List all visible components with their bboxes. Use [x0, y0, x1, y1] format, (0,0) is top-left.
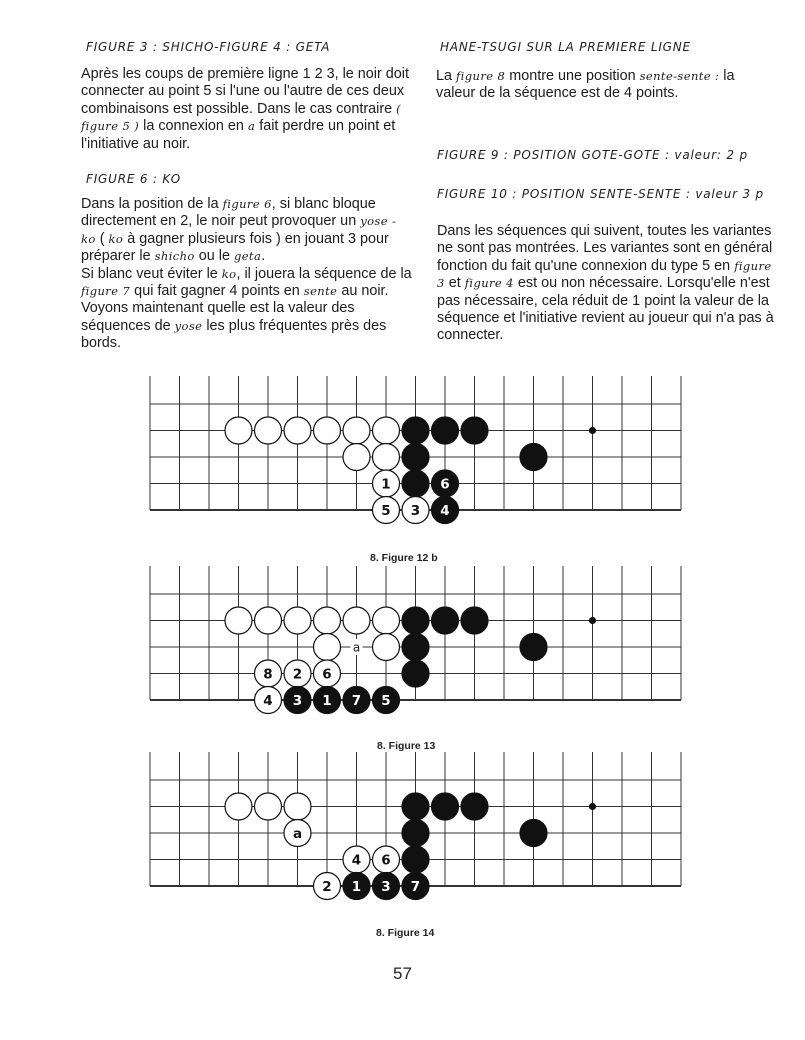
white-stone — [343, 444, 370, 471]
black-stone — [520, 444, 547, 471]
stone-move-number: 6 — [440, 476, 450, 493]
stone-move-number: 2 — [322, 879, 332, 895]
white-stone — [255, 417, 282, 444]
stone-move-number: 5 — [381, 503, 391, 519]
stone-move-number: 4 — [263, 693, 273, 709]
paragraph-variants: Dans les séquences qui suivent, toutes les variantes ne sont pas montrées. Les variantes sont en général fonction du fait qu'une connexion du type 5 en figure 3 et figure 4 est ou non nécessaire. Lorsqu'elle n'est pas nécessaire, cela réduit de 1 point la valeur de la séquence et l'initiative revient au joueur qui n'a pas à connecter. — [437, 223, 774, 344]
white-stone — [373, 417, 400, 444]
paragraph-ko: Dans la position de la figure 6, si blanc bloque directement en 2, le noir peut provoquer un yose - ko ( ko à gagner plusieurs fois ) en jouant 3 pour préparer le shicho ou le geta. Si blanc veut éviter le ko, il jouera la séquence de la figure 7 qui fait gagner 4 points en sente au noir. Voyons maintenant quelle est la valeur des séquences de yose les plus fréquentes près des bords. — [81, 196, 412, 352]
caption-figure-12b: 8. Figure 12 b — [370, 552, 438, 564]
black-stone — [520, 634, 547, 661]
stone-move-number: 4 — [351, 852, 362, 869]
stone-move-number: 6 — [381, 852, 391, 869]
black-stone — [402, 470, 429, 497]
stone-move-number: 1 — [322, 693, 332, 709]
white-stone — [373, 634, 400, 661]
stone-move-number: 1 — [381, 476, 391, 493]
black-stone — [402, 793, 429, 820]
star-point — [589, 803, 596, 810]
white-stone — [225, 793, 252, 820]
paragraph-figure-8: La figure 8 montre une position sente-sente : la valeur de la séquence est de 4 points. — [436, 68, 735, 102]
stone-move-number: 2 — [292, 666, 303, 683]
white-stone — [314, 607, 341, 634]
black-stone — [402, 660, 429, 687]
black-stone — [520, 820, 547, 847]
stone-move-number: 7 — [410, 879, 421, 895]
stone-move-number: 6 — [322, 666, 332, 683]
white-stone — [343, 607, 370, 634]
stone-move-number: 3 — [410, 503, 421, 519]
black-stone — [402, 634, 429, 661]
heading-figure-9: FIGURE 9 : POSITION GOTE-GOTE : valeur: 2 p — [437, 148, 748, 162]
black-stone — [432, 417, 459, 444]
white-stone — [225, 417, 252, 444]
page-number: 57 — [393, 964, 412, 983]
paragraph-shicho-geta: Après les coups de première ligne 1 2 3, le noir doit connecter au point 5 si l'une ou l'autre de ces deux combinaisons est possible. Dans le cas contraire ( figure 5 ) la connexion en a fait perdre un point et l'initiative au noir. — [81, 66, 409, 152]
star-point — [589, 617, 596, 624]
heading-figure-3-4: FIGURE 3 : SHICHO-FIGURE 4 : GETA — [86, 40, 331, 54]
point-label-a: a — [352, 640, 361, 655]
star-point — [589, 427, 596, 434]
white-stone — [284, 607, 311, 634]
black-stone — [461, 793, 488, 820]
white-stone — [343, 417, 370, 444]
white-stone — [284, 417, 311, 444]
white-stone — [225, 607, 252, 634]
white-stone — [255, 793, 282, 820]
caption-figure-13: 8. Figure 13 — [377, 740, 436, 752]
heading-figure-6: FIGURE 6 : KO — [86, 172, 181, 186]
stone-move-number: 3 — [381, 879, 391, 895]
white-stone — [314, 417, 341, 444]
white-stone — [373, 444, 400, 471]
white-stone — [373, 607, 400, 634]
black-stone — [461, 607, 488, 634]
heading-hane-tsugi: HANE-TSUGI SUR LA PREMIERE LIGNE — [440, 40, 691, 54]
black-stone — [461, 417, 488, 444]
stone-move-number: 7 — [351, 693, 362, 709]
black-stone — [432, 607, 459, 634]
stone-move-number: 8 — [263, 666, 273, 683]
white-stone — [284, 793, 311, 820]
black-stone — [402, 444, 429, 471]
stone-move-number: 3 — [292, 693, 303, 709]
stone-move-number: 5 — [381, 693, 391, 709]
black-stone — [402, 417, 429, 444]
black-stone — [432, 793, 459, 820]
white-stone — [314, 634, 341, 661]
black-stone — [402, 820, 429, 847]
white-stone — [255, 607, 282, 634]
caption-figure-14: 8. Figure 14 — [376, 927, 435, 939]
stone-move-number: a — [292, 826, 303, 842]
stone-move-number: 1 — [351, 879, 362, 895]
black-stone — [402, 846, 429, 873]
stone-move-number: 4 — [440, 503, 450, 519]
heading-figure-10: FIGURE 10 : POSITION SENTE-SENTE : valeur 3 p — [437, 187, 764, 201]
black-stone — [402, 607, 429, 634]
